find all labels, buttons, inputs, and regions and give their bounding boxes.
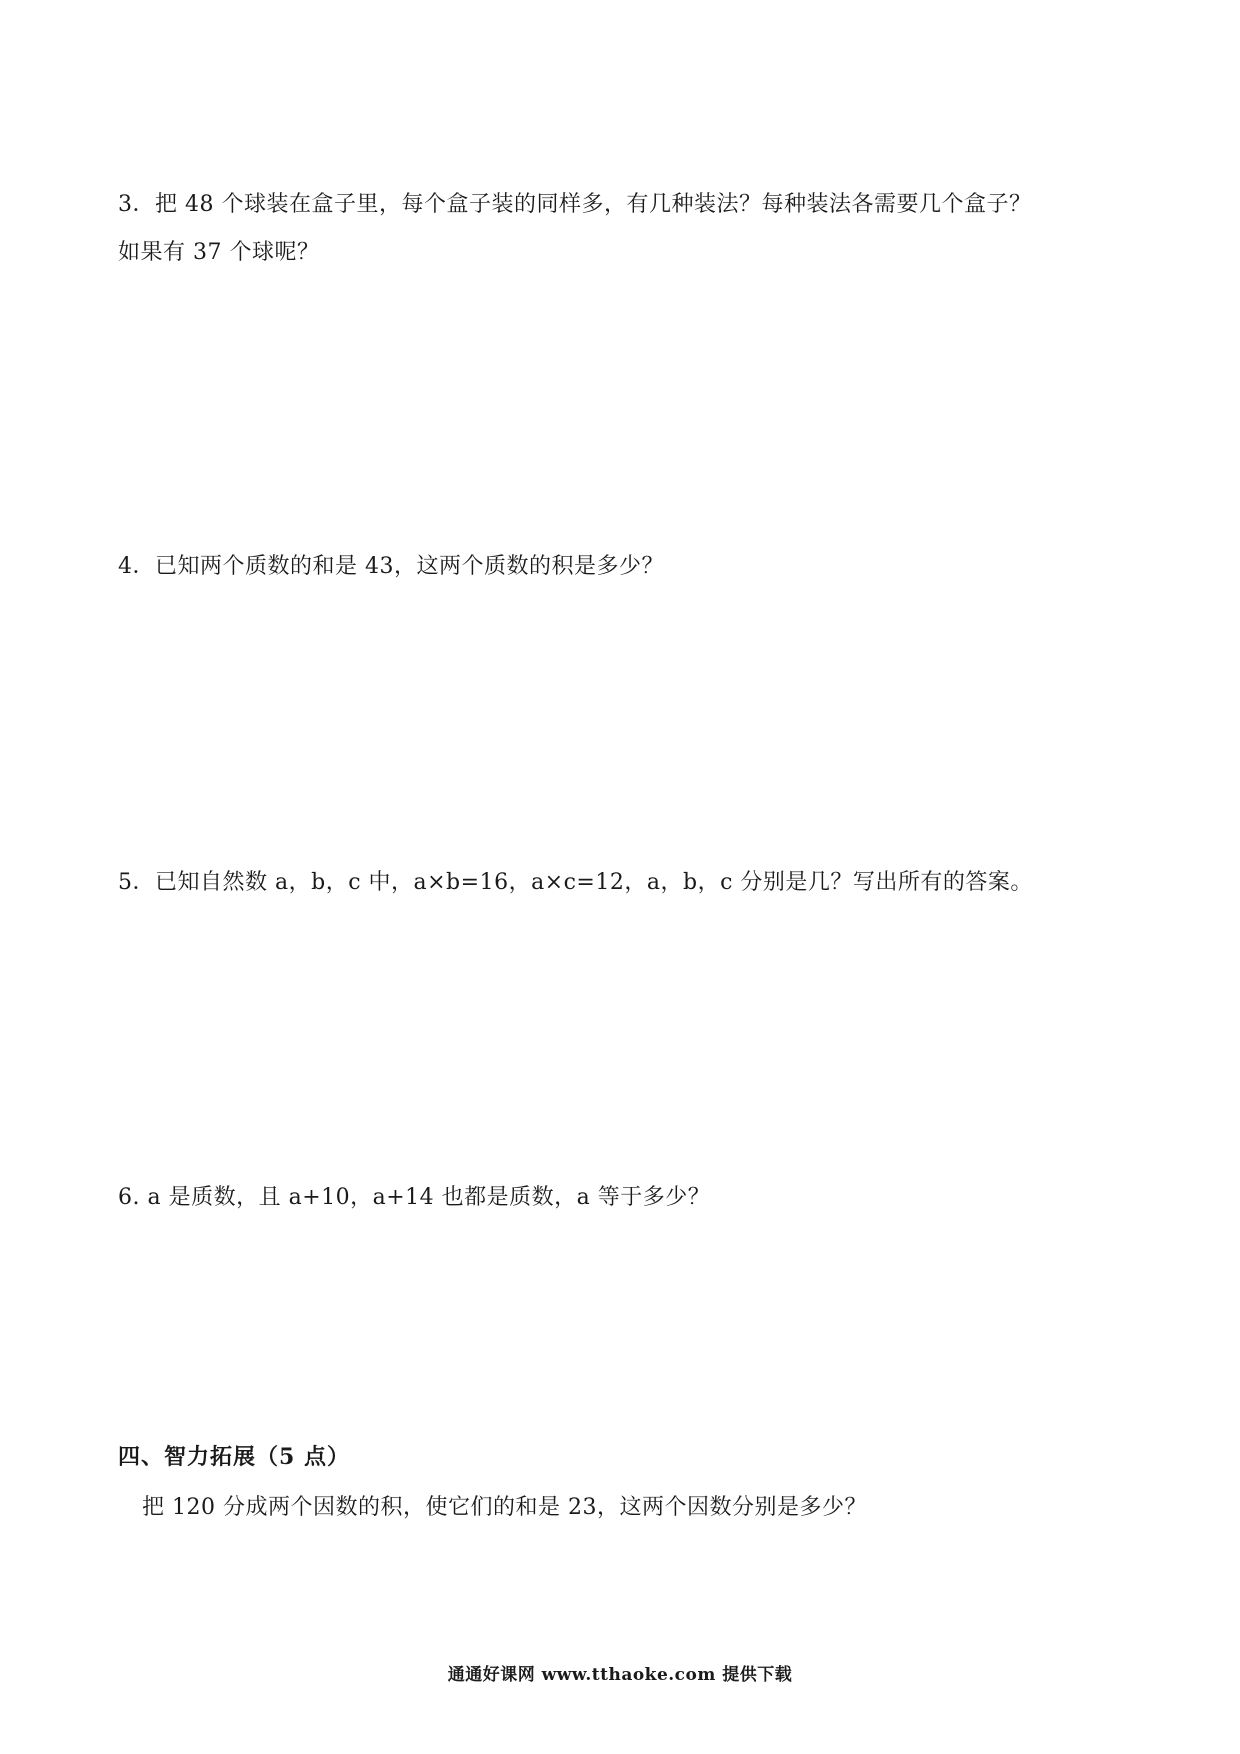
question-4: 4．已知两个质数的和是 43，这两个质数的积是多少？ [118,554,664,579]
page-footer: 通通好课网 www.tthaoke.com 提供下载 [447,1665,793,1685]
question-3-line-1: 3．把 48 个球装在盒子里，每个盒子装的同样多，有几种装法？每种装法各需要几个盒子？ [118,192,1032,217]
question-3-line-2: 如果有 37 个球呢？ [118,240,320,265]
question-5: 5．已知自然数 a，b，c 中，a×b=16，a×c=12，a，b，c 分别是几？写出所有的答案。 [118,870,1033,895]
section-4-question: 把 120 分成两个因数的积，使它们的和是 23，这两个因数分别是多少？ [142,1495,867,1520]
section-4-heading: 四、智力拓展（5 点） [118,1444,350,1470]
question-6: 6. a 是质数，且 a+10，a+14 也都是质数，a 等于多少？ [118,1185,711,1210]
